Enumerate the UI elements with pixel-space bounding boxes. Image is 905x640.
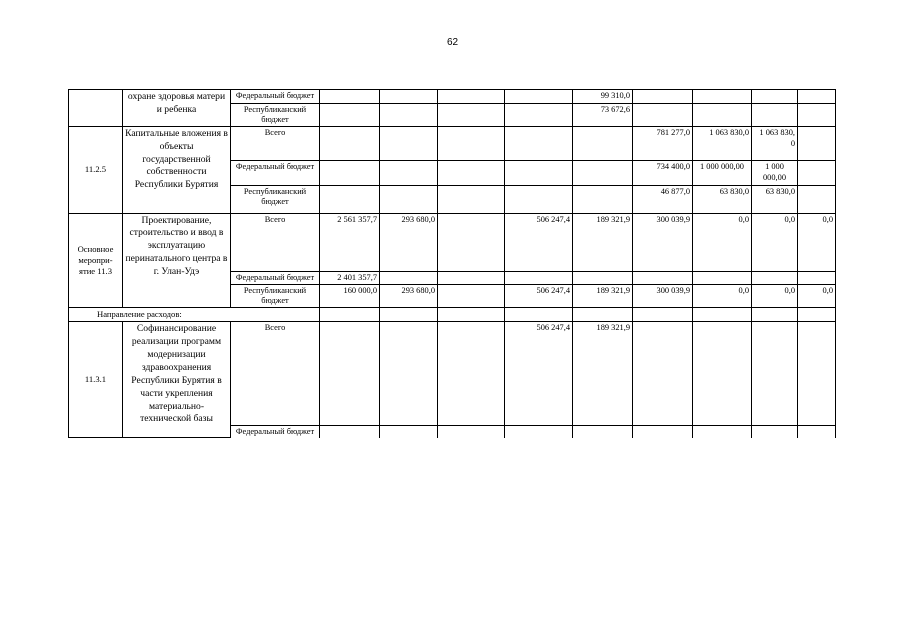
row-name: Проектирование, строительство и ввод в эксплуатацию перинатального центра в г. Улан-Удэ	[123, 213, 231, 308]
value-cell: 2 401 357,7	[320, 271, 380, 285]
value-cell: 1 063 830, 0	[752, 126, 798, 160]
value-cell: 46 877,0	[633, 185, 693, 213]
value-cell: 1 000 000,00	[752, 160, 798, 185]
value-cell: 99 310,0	[573, 90, 633, 104]
source-label: Федеральный бюджет	[231, 160, 320, 185]
value-cell: 160 000,0	[320, 285, 380, 308]
row-code: 11.3.1	[69, 321, 123, 438]
section-row	[69, 308, 836, 322]
value-cell: 189 321,9	[573, 285, 633, 308]
source-label: Федеральный бюджет	[231, 425, 320, 438]
value-cell: 300 039,9	[633, 285, 693, 308]
value-cell: 63 830,0	[693, 185, 752, 213]
table-row	[69, 126, 836, 160]
value-cell: 63 830,0	[752, 185, 798, 213]
source-label: Республиканский бюджет	[231, 185, 320, 213]
value-cell: 0,0	[752, 285, 798, 308]
value-cell: 1 000 000,00	[693, 160, 752, 185]
row-name: Капитальные вложения в объекты государственной собственности Республики Бурятия	[123, 126, 231, 213]
value-cell: 300 039,9	[633, 213, 693, 271]
source-label: Всего	[231, 213, 320, 271]
table-row	[69, 321, 836, 425]
table-row	[69, 90, 836, 104]
value-cell: 0,0	[693, 213, 752, 271]
value-cell: 0,0	[752, 213, 798, 271]
value-cell: 506 247,4	[505, 213, 573, 271]
value-cell: 0,0	[798, 213, 836, 271]
row-code: Основное меропри-ятие 11.3	[69, 213, 123, 308]
value-cell: 506 247,4	[505, 285, 573, 308]
source-label: Всего	[231, 126, 320, 160]
source-label: Республиканский бюджет	[231, 103, 320, 126]
budget-table	[68, 89, 836, 438]
row-code: 11.2.5	[69, 126, 123, 213]
value-cell: 293 680,0	[380, 213, 438, 271]
value-cell: 1 063 830,0	[693, 126, 752, 160]
row-name: охране здоровья матери и ребенка	[123, 90, 231, 127]
section-label: Направление расходов:	[69, 308, 320, 322]
value-cell: 73 672,6	[573, 103, 633, 126]
value-cell: 0,0	[798, 285, 836, 308]
value-cell: 506 247,4	[505, 321, 573, 425]
row-code	[69, 90, 123, 127]
value-cell: 189 321,9	[573, 213, 633, 271]
page-number: 62	[446, 37, 459, 48]
value-cell: 293 680,0	[380, 285, 438, 308]
value-cell: 734 400,0	[633, 160, 693, 185]
value-cell: 0,0	[693, 285, 752, 308]
value-cell: 189 321,9	[573, 321, 633, 425]
value-cell: 781 277,0	[633, 126, 693, 160]
value-cell: 2 561 357,7	[320, 213, 380, 271]
source-label: Федеральный бюджет	[231, 271, 320, 285]
source-label: Федеральный бюджет	[231, 90, 320, 104]
row-name: Софинансирование реализации программ модернизации здравоохранения Республики Бурятия в части укрепления материально-технической базы	[123, 321, 231, 438]
source-label: Республиканский бюджет	[231, 285, 320, 308]
source-label: Всего	[231, 321, 320, 425]
table-row	[69, 213, 836, 271]
